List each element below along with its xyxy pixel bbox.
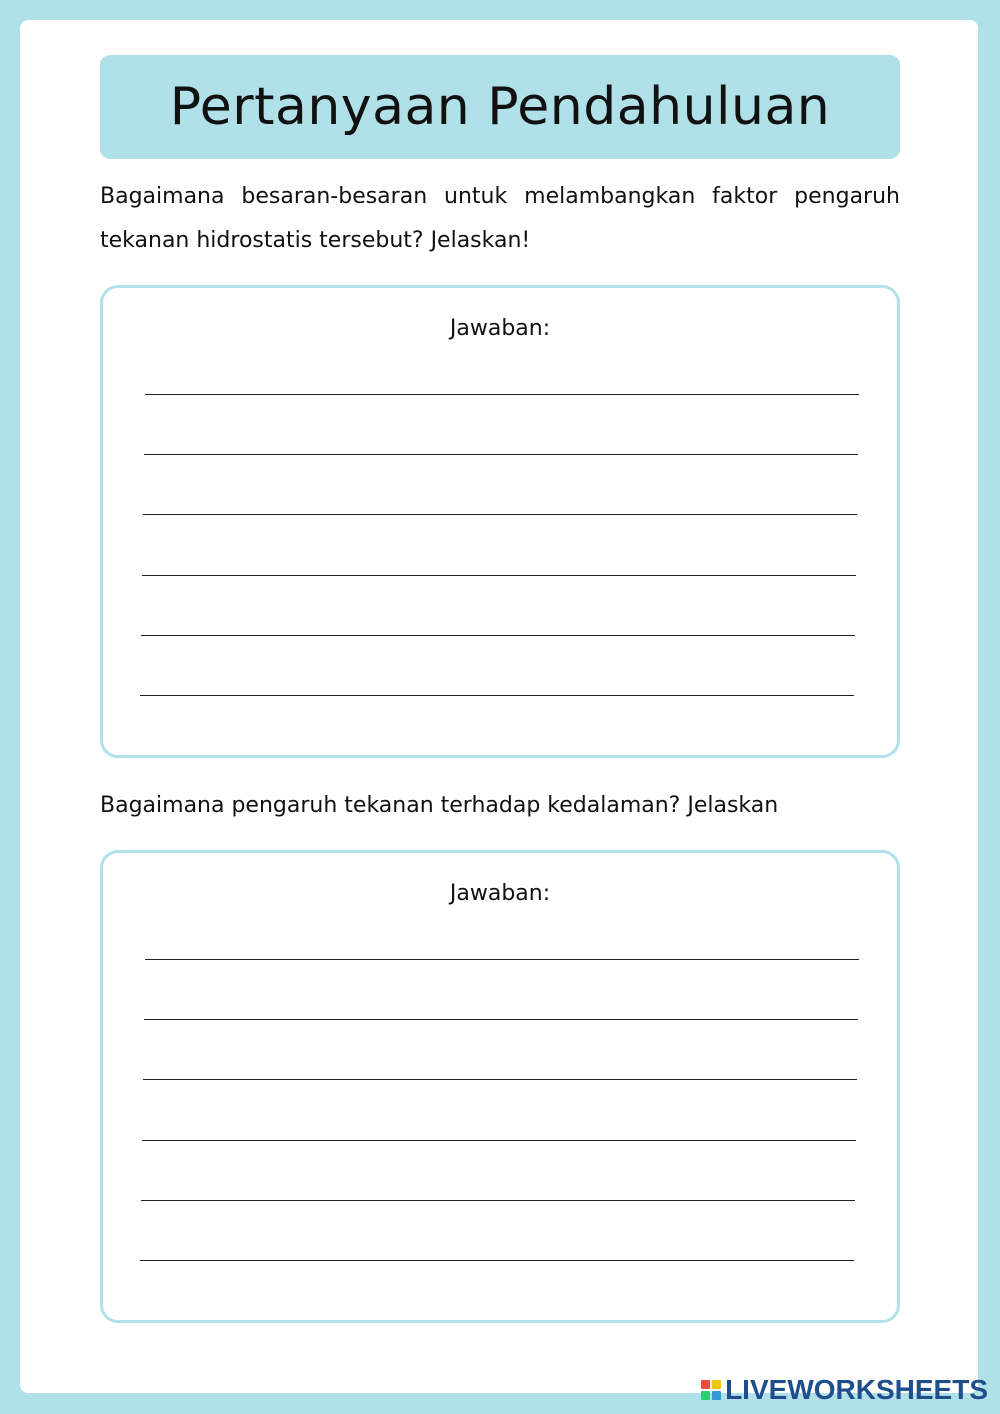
- answer-line[interactable]: [143, 1079, 857, 1080]
- answer-line[interactable]: [142, 1140, 856, 1141]
- answer-line[interactable]: [144, 454, 858, 455]
- answer-label-2: Jawaban:: [449, 881, 551, 906]
- answer-label-1: Jawaban:: [449, 316, 551, 341]
- answer-line[interactable]: [144, 1019, 858, 1020]
- logo-text: LIVEWORKSHEETS: [725, 1374, 988, 1405]
- question-1-text: Bagaimana besaran-besaran untuk melambangkan faktor pengaruh tekanan hidrostatis tersebut? Jelaskan!: [100, 184, 900, 253]
- answer-line[interactable]: [142, 575, 856, 576]
- logo-squares-icon: [701, 1380, 721, 1400]
- page-title: Pertanyaan Pendahuluan: [169, 77, 831, 137]
- answer-line[interactable]: [145, 394, 859, 395]
- answer-line[interactable]: [143, 514, 857, 515]
- answer-box-1[interactable]: [100, 285, 900, 758]
- title-banner: [100, 55, 900, 159]
- answer-line[interactable]: [141, 1200, 855, 1201]
- answer-line[interactable]: [140, 1260, 854, 1261]
- answer-line[interactable]: [145, 959, 859, 960]
- liveworksheets-logo: [701, 1374, 988, 1406]
- question-2-text: Bagaimana pengaruh tekanan terhadap kedalaman? Jelaskan: [100, 793, 779, 818]
- answer-box-2[interactable]: [100, 850, 900, 1323]
- answer-line[interactable]: [140, 695, 854, 696]
- answer-line[interactable]: [141, 635, 855, 636]
